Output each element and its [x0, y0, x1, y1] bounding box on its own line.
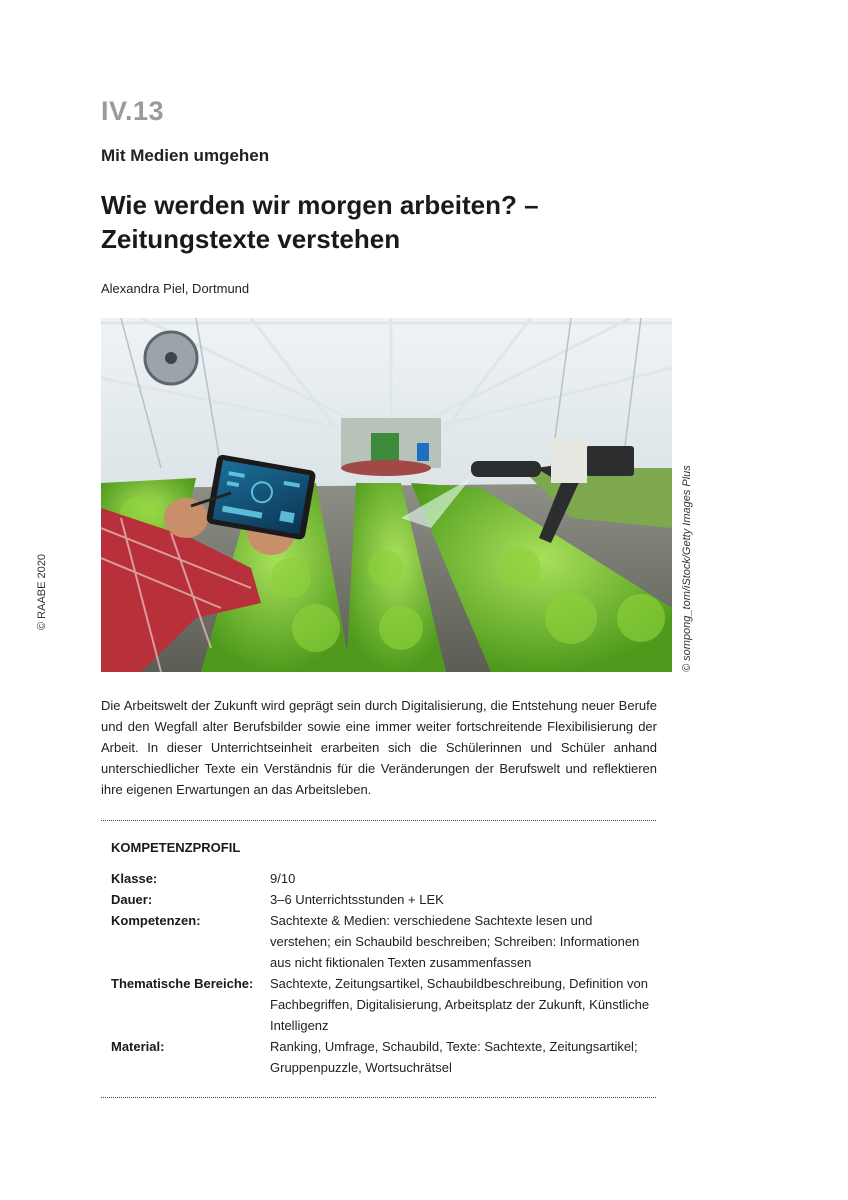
- profile-label: Thematische Bereiche:: [111, 976, 254, 991]
- profile-value: 9/10: [270, 871, 296, 886]
- title-line-2: Zeitungstexte verstehen: [101, 224, 401, 254]
- divider-top: [101, 820, 656, 821]
- copyright-notice: © RAABE 2020: [36, 554, 48, 630]
- profile-label: Klasse:: [111, 871, 158, 886]
- photo-credit: © sompong_tom/iStock/Getty Images Plus: [681, 465, 693, 672]
- profile-value: Ranking, Umfrage, Schaubild, Texte: Sachtexte, Zeitungsartikel; Gruppenpuzzle, Wortsuchrätsel: [270, 1039, 638, 1075]
- section-subtitle: Mit Medien umgehen: [101, 146, 270, 165]
- profile-row-kompetenzen: [111, 910, 656, 973]
- profile-heading: KOMPETENZPROFIL: [111, 840, 241, 855]
- title-line-1: Wie werden wir morgen arbeiten? –: [101, 190, 539, 220]
- profile-value: 3–6 Unterrichtsstunden + LEK: [270, 892, 444, 907]
- profile-value: Sachtexte, Zeitungsartikel, Schaubildbeschreibung, Definition von Fachbegriffen, Digitalisierung, Arbeitsplatz der Zukunft, Künstliche Intelligenz: [270, 976, 650, 1033]
- profile-label: Material:: [111, 1039, 165, 1054]
- intro-paragraph: Die Arbeitswelt der Zukunft wird geprägt sein durch Digitalisierung, die Entstehung neuer Berufe und den Wegfall alter Berufsbilder sowie eine immer weiter fortschreitende Flexibilisierung der Arbeit. In dieser Unterrichtseinheit erarbeiten sich die Schülerinnen und Schüler anhand unterschiedlicher Texte ein Verständnis für die Veränderungen der Berufswelt und reflektieren ihre eigenen Erwartungen an das Arbeitsleben.: [101, 698, 657, 797]
- greenhouse-photo: [101, 318, 672, 672]
- profile-row-klasse: [111, 868, 656, 889]
- divider-bottom: [101, 1097, 656, 1098]
- profile-label: Dauer:: [111, 892, 153, 907]
- profile-label: Kompetenzen:: [111, 913, 201, 928]
- page-title: [101, 188, 701, 256]
- profile-row-material: [111, 1036, 656, 1078]
- unit-code: IV.13: [101, 96, 165, 126]
- profile-row-dauer: [111, 889, 656, 910]
- author-line: Alexandra Piel, Dortmund: [101, 281, 250, 296]
- profile-value: Sachtexte & Medien: verschiedene Sachtexte lesen und verstehen; ein Schaubild beschreiben; Schreiben: Informationen aus nicht fiktionalen Texten zusammenfassen: [270, 913, 640, 970]
- profile-row-thematische-bereiche: [111, 973, 656, 1036]
